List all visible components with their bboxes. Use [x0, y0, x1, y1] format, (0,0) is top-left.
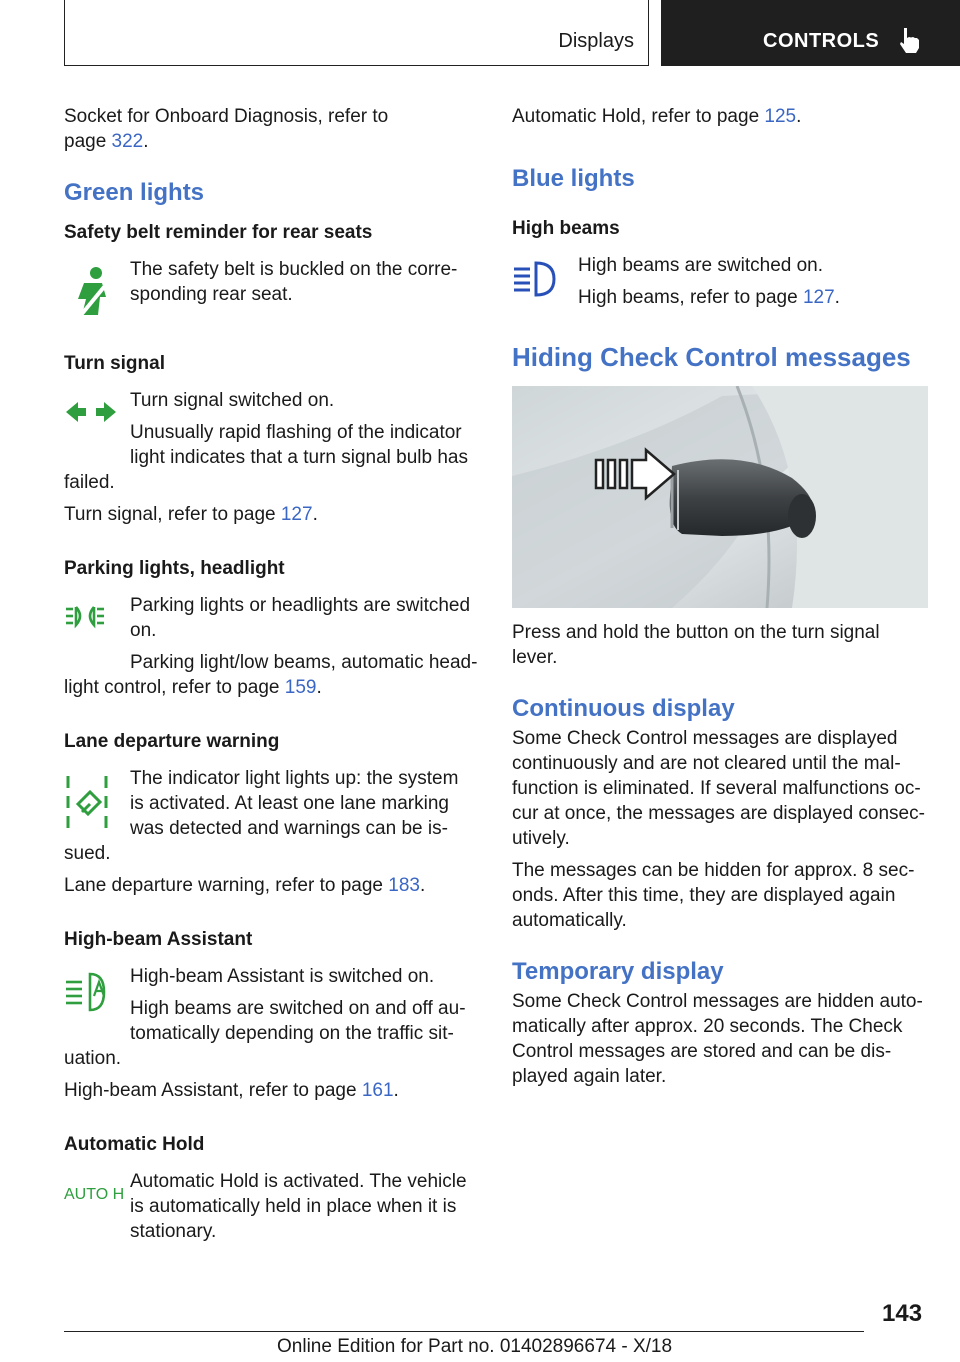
page-link-125[interactable]: 125 — [764, 106, 797, 127]
high-beam-assistant-ref: High-beam Assistant, refer to page 161. — [64, 1080, 399, 1101]
auto-hold-icon: AUTO H — [64, 1186, 125, 1203]
right-column — [512, 104, 930, 1089]
turn-signal-ref: Turn signal, refer to page 127. — [64, 504, 318, 525]
high-beams-title: High beams — [512, 218, 620, 239]
continuous-display-heading: Continuous display — [512, 695, 735, 722]
continuous-display-text: Some Check Control messages are displayed continuously and are not cleared until the mal- function is eliminated. If several malfunctions oc- cur at once, the messages are displayed consec- utively. — [512, 728, 925, 849]
hide-duration-text: The messages can be hidden for approx. 8 sec- onds. After this time, they are displayed again automatically. — [512, 860, 915, 931]
page-link-127-high[interactable]: 127 — [802, 287, 835, 308]
high-beam-assistant-title: High-beam Assistant — [64, 929, 253, 950]
high-beam-icon — [512, 259, 572, 319]
seatbelt-icon — [64, 265, 124, 325]
footer-divider — [64, 1331, 864, 1332]
obd-text: Socket for Onboard Diagnosis, refer to page 322. — [64, 106, 389, 152]
temporary-display-text: Some Check Control messages are hidden auto- matically after approx. 20 seconds. The Check Control messages are stored and can be dis- played again later. — [512, 991, 923, 1087]
seatbelt-entry: The safety belt is buckled on the corre- sponding rear seat. — [64, 257, 482, 341]
automatic-hold-entry: AUTO H Automatic Hold is activated. The vehicle is automatically held in place when it is stationary. — [64, 1169, 482, 1244]
lane-departure-entry: The indicator light lights up: the system is activated. At least one lane marking was detected and warnings can be is- sued. — [64, 768, 459, 864]
hand-pointer-icon — [897, 26, 923, 54]
hiding-check-control-heading: Hiding Check Control messages — [512, 342, 911, 372]
left-column — [64, 104, 482, 1244]
turn-signal-entry: Turn signal switched on. Unusually rapid flashing of the indicator light indicates that a turn signal bulb has failed. — [64, 390, 468, 493]
page-number: 143 — [882, 1300, 923, 1327]
green-lights-heading: Green lights — [64, 179, 205, 206]
automatic-hold-title: Automatic Hold — [64, 1134, 205, 1155]
header-section-title: Displays — [558, 30, 634, 52]
parking-lights-icon — [64, 599, 124, 659]
page-link-127[interactable]: 127 — [280, 504, 313, 525]
lane-departure-ref: Lane departure warning, refer to page 183. — [64, 875, 426, 896]
header-chapter-title: CONTROLS — [763, 30, 880, 52]
header-chapter-box[interactable] — [661, 0, 960, 66]
high-beams-entry: High beams are switched on. High beams, refer to page 127. — [512, 253, 930, 310]
turn-signal-icon — [64, 390, 124, 450]
lane-departure-title: Lane departure warning — [64, 731, 280, 752]
temporary-display-heading: Temporary display — [512, 958, 724, 985]
page-link-183[interactable]: 183 — [388, 875, 420, 896]
press-hold-text: Press and hold the button on the turn signal lever. — [512, 622, 880, 668]
header-section-box — [64, 0, 649, 66]
turn-signal-lever-photo — [512, 386, 928, 608]
page-link-322[interactable]: 322 — [111, 131, 144, 152]
page-link-161[interactable]: 161 — [361, 1080, 394, 1101]
page-link-159[interactable]: 159 — [284, 677, 317, 698]
edition-footer: Online Edition for Part no. 01402896674 - X/18 — [277, 1336, 673, 1357]
parking-lights-title: Parking lights, headlight — [64, 558, 285, 579]
high-beam-assistant-entry: High-beam Assistant is switched on. High beams are switched on and off au- tomatically depending on the traffic sit- uation. — [64, 966, 466, 1069]
automatic-hold-ref: Automatic Hold, refer to page 125. — [512, 106, 802, 127]
turn-signal-title: Turn signal — [64, 353, 165, 374]
blue-lights-heading: Blue lights — [512, 165, 635, 192]
lane-departure-icon — [64, 774, 124, 834]
high-beam-assistant-icon — [64, 970, 124, 1030]
parking-lights-entry: Parking lights or headlights are switched on. Parking light/low beams, automatic head- light control, refer to page 159. — [64, 595, 478, 698]
seatbelt-title: Safety belt reminder for rear seats — [64, 222, 373, 243]
